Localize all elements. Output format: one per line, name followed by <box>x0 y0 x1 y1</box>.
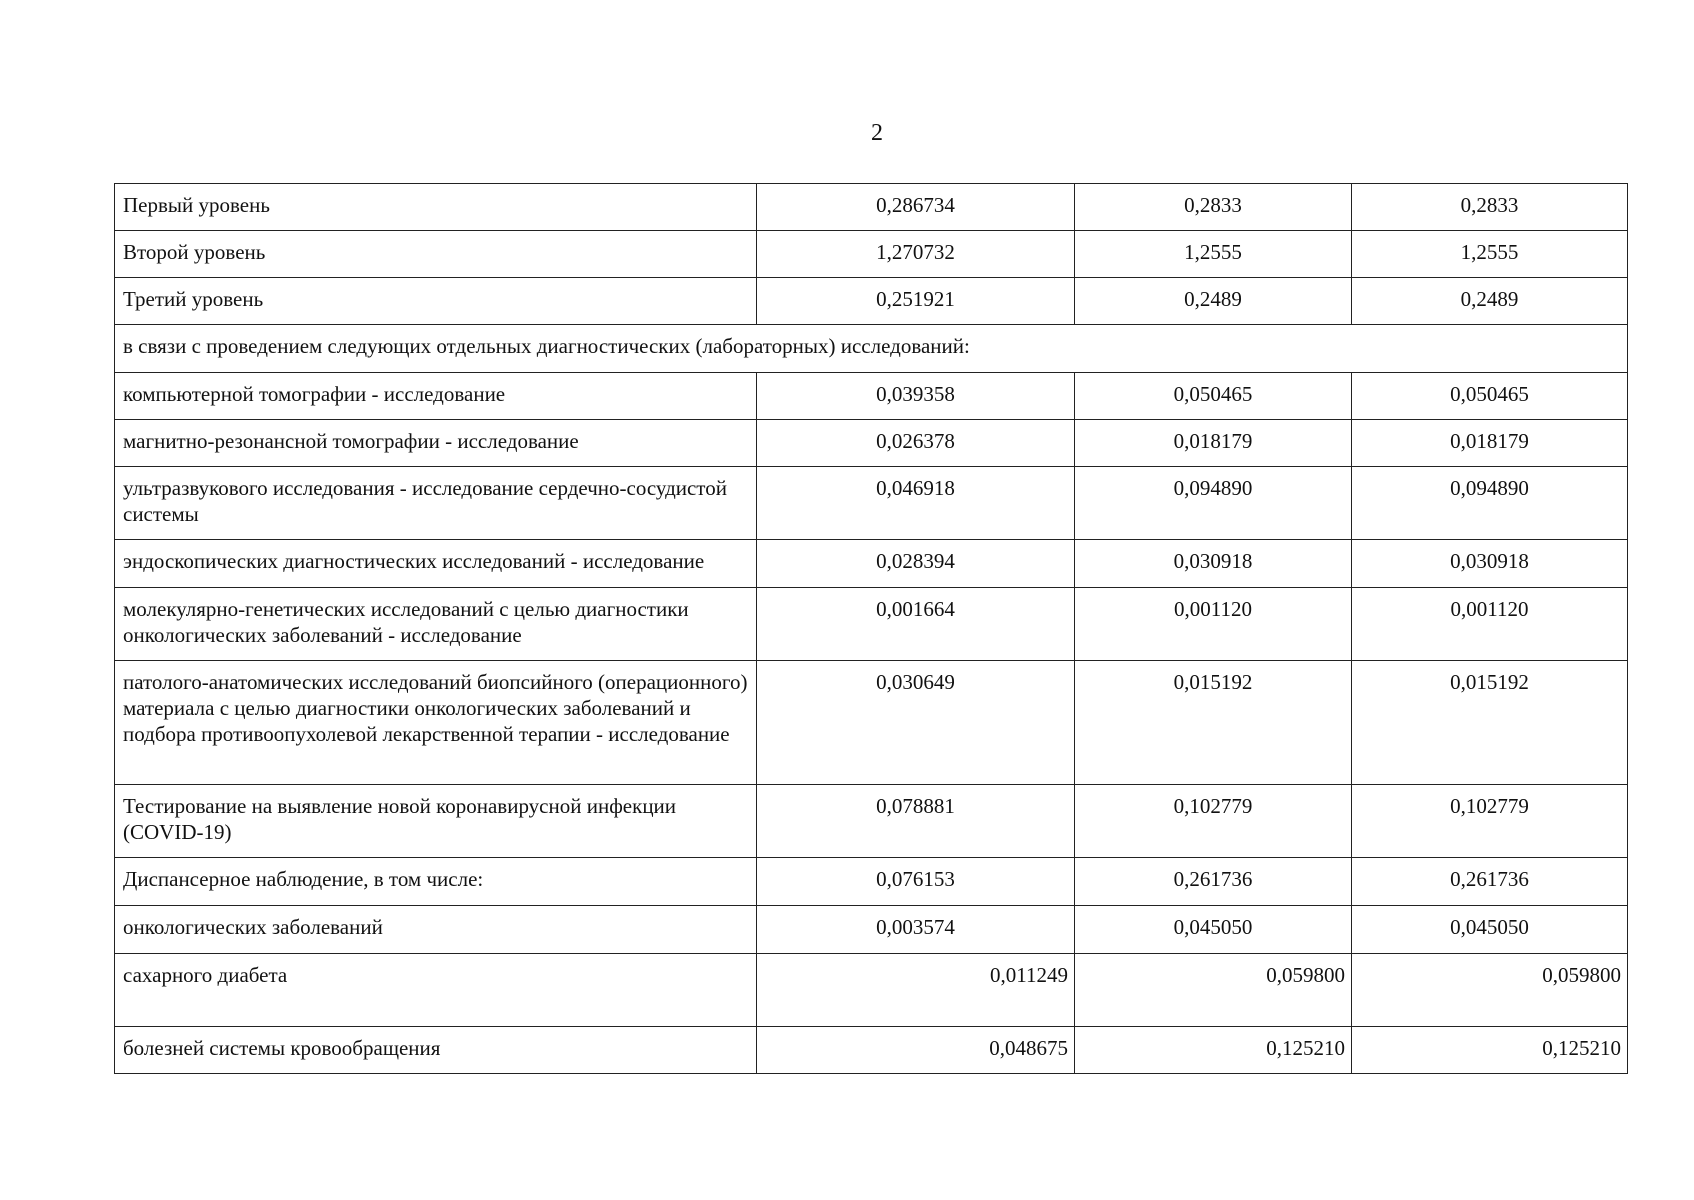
coefficients-table <box>114 183 1628 1074</box>
value-cell: 0,039358 <box>757 373 1075 420</box>
value-cell: 0,102779 <box>1075 785 1352 858</box>
row-label: ультразвукового исследования - исследование сердечно-сосудистой системы <box>115 467 757 540</box>
section-heading: в связи с проведением следующих отдельных диагностических (лабораторных) исследований: <box>115 325 1628 373</box>
value-cell: 0,050465 <box>1352 373 1628 420</box>
table-row <box>115 184 1628 231</box>
value-cell: 1,270732 <box>757 231 1075 278</box>
value-cell: 0,125210 <box>1075 1027 1352 1074</box>
row-label: патолого-анатомических исследований биопсийного (операционного) материала с целью диагностики онкологических заболеваний и подбора противоопухолевой лекарственной терапии - исследование <box>115 661 757 785</box>
value-cell: 0,001120 <box>1075 588 1352 661</box>
row-label: магнитно-резонансной томографии - исследование <box>115 420 757 467</box>
value-cell: 0,001664 <box>757 588 1075 661</box>
value-cell: 0,078881 <box>757 785 1075 858</box>
value-cell: 0,045050 <box>1075 906 1352 954</box>
table-row <box>115 588 1628 661</box>
value-cell: 0,050465 <box>1075 373 1352 420</box>
row-label: онкологических заболеваний <box>115 906 757 954</box>
table-row <box>115 906 1628 954</box>
table-row <box>115 954 1628 1027</box>
value-cell: 0,286734 <box>757 184 1075 231</box>
row-label: Тестирование на выявление новой коронавирусной инфекции (COVID-19) <box>115 785 757 858</box>
value-cell: 0,048675 <box>757 1027 1075 1074</box>
value-cell: 0,001120 <box>1352 588 1628 661</box>
row-label: Второй уровень <box>115 231 757 278</box>
table-row <box>115 231 1628 278</box>
value-cell: 0,2833 <box>1075 184 1352 231</box>
value-cell: 0,018179 <box>1352 420 1628 467</box>
table-row <box>115 373 1628 420</box>
value-cell: 1,2555 <box>1075 231 1352 278</box>
value-cell: 1,2555 <box>1352 231 1628 278</box>
value-cell: 0,015192 <box>1075 661 1352 785</box>
value-cell: 0,059800 <box>1352 954 1628 1027</box>
table-row <box>115 467 1628 540</box>
value-cell: 0,018179 <box>1075 420 1352 467</box>
value-cell: 0,030918 <box>1352 540 1628 588</box>
value-cell: 0,046918 <box>757 467 1075 540</box>
value-cell: 0,015192 <box>1352 661 1628 785</box>
page-number: 2 <box>871 120 883 146</box>
table-row <box>115 785 1628 858</box>
table-row <box>115 325 1628 373</box>
value-cell: 0,076153 <box>757 858 1075 906</box>
row-label: компьютерной томографии - исследование <box>115 373 757 420</box>
value-cell: 0,094890 <box>1352 467 1628 540</box>
value-cell: 0,094890 <box>1075 467 1352 540</box>
value-cell: 0,059800 <box>1075 954 1352 1027</box>
value-cell: 0,030649 <box>757 661 1075 785</box>
value-cell: 0,261736 <box>1352 858 1628 906</box>
value-cell: 0,2833 <box>1352 184 1628 231</box>
table-row <box>115 278 1628 325</box>
row-label: Диспансерное наблюдение, в том числе: <box>115 858 757 906</box>
value-cell: 0,125210 <box>1352 1027 1628 1074</box>
value-cell: 0,026378 <box>757 420 1075 467</box>
table-row <box>115 1027 1628 1074</box>
value-cell: 0,030918 <box>1075 540 1352 588</box>
value-cell: 0,045050 <box>1352 906 1628 954</box>
row-label: эндоскопических диагностических исследований - исследование <box>115 540 757 588</box>
value-cell: 0,102779 <box>1352 785 1628 858</box>
table-row <box>115 661 1628 785</box>
value-cell: 0,2489 <box>1075 278 1352 325</box>
table-row <box>115 540 1628 588</box>
value-cell: 0,003574 <box>757 906 1075 954</box>
value-cell: 0,2489 <box>1352 278 1628 325</box>
row-label: Третий уровень <box>115 278 757 325</box>
row-label: болезней системы кровообращения <box>115 1027 757 1074</box>
row-label: сахарного диабета <box>115 954 757 1027</box>
value-cell: 0,251921 <box>757 278 1075 325</box>
value-cell: 0,261736 <box>1075 858 1352 906</box>
row-label: молекулярно-генетических исследований с целью диагностики онкологических заболеваний - исследование <box>115 588 757 661</box>
value-cell: 0,011249 <box>757 954 1075 1027</box>
table-row <box>115 420 1628 467</box>
row-label: Первый уровень <box>115 184 757 231</box>
value-cell: 0,028394 <box>757 540 1075 588</box>
table-row <box>115 858 1628 906</box>
